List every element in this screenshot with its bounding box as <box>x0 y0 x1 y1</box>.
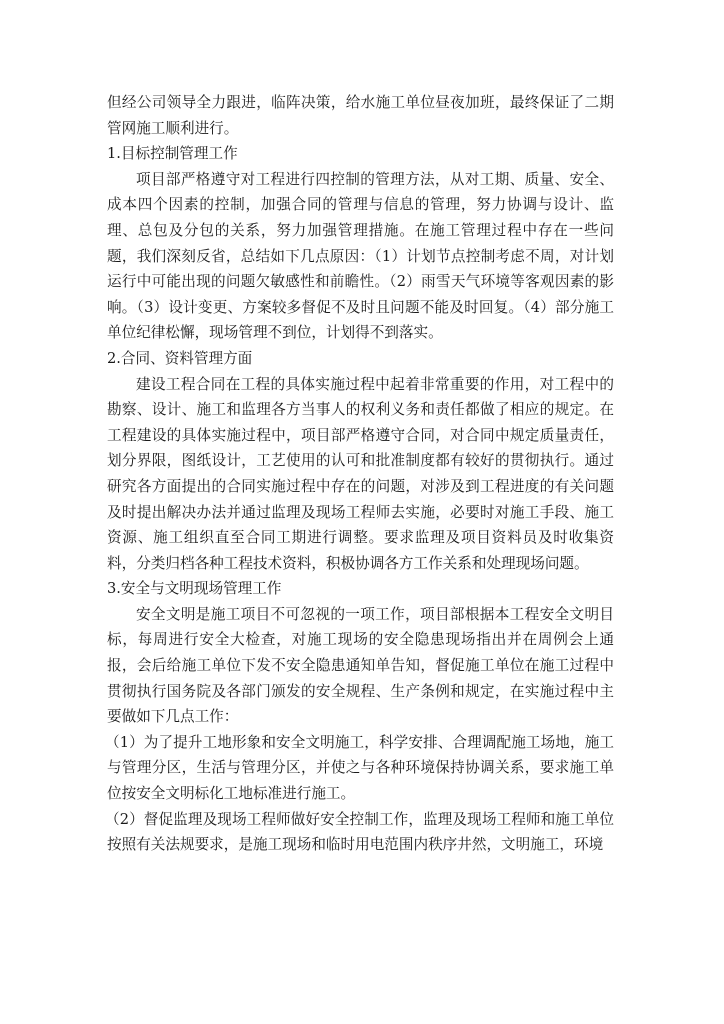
section-paragraph-safety-site: 安全文明是施工项目不可忽视的一项工作，项目部根据本工程安全文明目标，每周进行安全大检查，对施工现场的安全隐患现场指出并在周例会上通报，会后给施工单位下发不安全隐患通知单告知，督促施工单位在施工过程中贯彻执行国务院及各部门颁发的安全规程、生产条例和规定，在实施过程中主要做如下几点工作： <box>107 605 614 726</box>
list-item: （1）为了提升工地形象和安全文明施工，科学安排、合理调配施工场地，施工与管理分区，生活与管理分区，并使之与各种环境保持协调关系，要求施工单位按安全文明标化工地标准进行施工。 <box>105 733 614 803</box>
section-heading-safety-site: 3.安全与文明现场管理工作 <box>107 580 282 598</box>
intro-paragraph: 但经公司领导全力跟进，临阵决策，给水施工单位昼夜加班，最终保证了二期管网施工顺利进行。 <box>107 94 614 137</box>
section-heading-target-control: 1.目标控制管理工作 <box>107 145 238 163</box>
section-heading-contract-docs: 2.合同、资料管理方面 <box>107 349 253 367</box>
section-paragraph-target-control: 项目部严格遵守对工程进行四控制的管理方法，从对工期、质量、安全、成本四个因素的控制，加强合同的管理与信息的管理，努力协调与设计、监理、总包及分包的关系，努力加强管理措施。在施工管理过程中存在一些问题，我们深刻反省，总结如下几点原因：（1）计划节点控制考虑不周，对计划运行中可能出现的问题欠敏感性和前瞻性。（2）雨雪天气环境等客观因素的影响。（3）设计变更、方案较多督促不及时且问题不能及时回复。（4）部分施工单位纪律松懈，现场管理不到位，计划得不到落实。 <box>107 170 614 342</box>
section-paragraph-contract-docs: 建设工程合同在工程的具体实施过程中起着非常重要的作用，对工程中的勘察、设计、施工和监理各方当事人的权利义务和责任都做了相应的规定。在工程建设的具体实施过程中，项目部严格遵守合同，对合同中规定质量责任，划分界限，图纸设计，工艺使用的认可和批准制度都有较好的贯彻执行。通过研究各方面提出的合同实施过程中存在的问题，对涉及到工程进度的有关问题及时提出解决办法并通过监理及现场工程师去实施，必要时对施工手段、施工资源、施工组织直至合同工期进行调整。要求监理及项目资料员及时收集资料，分类归档各种工程技术资料，积极协调各方工作关系和处理现场问题。 <box>107 375 614 572</box>
document-body <box>107 90 614 858</box>
list-item: （2）督促监理及现场工程师做好安全控制工作，监理及现场工程师和施工单位按照有关法规要求，是施工现场和临时用电范围内秩序井然，文明施工，环境 <box>105 810 614 854</box>
